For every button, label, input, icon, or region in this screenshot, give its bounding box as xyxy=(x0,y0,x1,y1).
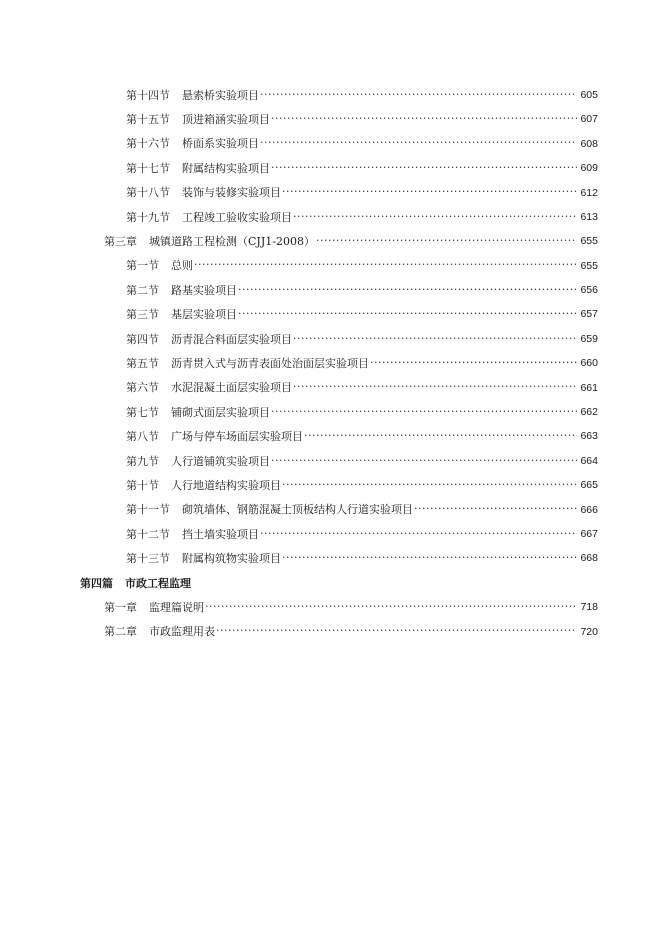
toc-entry-title: 沥青贯入式与沥青表面处治面层实验项目 xyxy=(171,356,369,370)
toc-entry-label: 第十五节 xyxy=(126,113,170,127)
toc-dot-leader xyxy=(260,529,577,540)
toc-entry[interactable] xyxy=(0,205,662,229)
toc-dot-leader xyxy=(271,163,577,174)
toc-dot-leader xyxy=(238,309,577,320)
toc-entry-title: 路基实验项目 xyxy=(171,283,237,297)
toc-entry-label: 第十八节 xyxy=(126,186,170,200)
toc-dot-leader xyxy=(293,334,577,345)
toc-entry-label: 第五节 xyxy=(126,356,159,370)
toc-entry-label: 第十七节 xyxy=(126,161,170,175)
toc-entry-label: 第十节 xyxy=(126,478,159,492)
toc-entry-title: 桥面系实验项目 xyxy=(182,137,259,151)
toc-entry[interactable] xyxy=(0,449,662,473)
toc-entry[interactable] xyxy=(0,181,662,205)
toc-entry-page: 718 xyxy=(580,601,598,614)
toc-entry-label: 第九节 xyxy=(126,454,159,468)
toc-entry-title: 悬索桥实验项目 xyxy=(182,88,259,102)
toc-entry-page: 661 xyxy=(580,381,598,394)
toc-entry[interactable] xyxy=(0,107,662,131)
toc-entry-label: 第一节 xyxy=(126,259,159,273)
toc-entry-page: 667 xyxy=(580,527,598,540)
toc-entry[interactable] xyxy=(0,327,662,351)
toc-entry-page: 655 xyxy=(580,259,598,272)
toc-dot-leader xyxy=(282,480,577,491)
toc-entry-page: 656 xyxy=(580,284,598,297)
toc-entry[interactable] xyxy=(0,278,662,302)
toc-entry[interactable] xyxy=(0,498,662,522)
toc-entry[interactable] xyxy=(0,156,662,180)
toc-entry-title: 铺砌式面层实验项目 xyxy=(171,405,270,419)
toc-dot-leader xyxy=(304,431,577,442)
toc-entry-title: 水泥混凝土面层实验项目 xyxy=(171,381,292,395)
toc-part-title: 市政工程监理 xyxy=(125,576,191,590)
toc-entry-page: 613 xyxy=(580,210,598,223)
toc-entry[interactable] xyxy=(0,83,662,107)
toc-entry-page: 668 xyxy=(580,552,598,565)
toc-entry-label: 第一章 xyxy=(104,600,137,614)
toc-entry-label: 第十九节 xyxy=(126,210,170,224)
toc-dot-leader xyxy=(316,236,577,247)
toc-chapter-entry[interactable] xyxy=(0,620,662,644)
toc-dot-leader xyxy=(293,212,577,223)
toc-entry[interactable] xyxy=(0,400,662,424)
toc-entry-label: 第十四节 xyxy=(126,88,170,102)
toc-entry-page: 665 xyxy=(580,479,598,492)
toc-dot-leader xyxy=(271,114,577,125)
toc-dot-leader xyxy=(238,285,577,296)
toc-entry-page: 657 xyxy=(580,308,598,321)
toc-entry-label: 第三章 xyxy=(104,235,137,249)
toc-entry[interactable] xyxy=(0,254,662,278)
toc-dot-leader xyxy=(282,187,577,198)
toc-entry-title: 附属构筑物实验项目 xyxy=(182,552,281,566)
toc-part-label: 第四篇 xyxy=(80,576,113,590)
toc-entry[interactable] xyxy=(0,473,662,497)
toc-entry[interactable] xyxy=(0,546,662,570)
toc-dot-leader xyxy=(271,456,577,467)
toc-entry-page: 660 xyxy=(580,357,598,370)
toc-dot-leader xyxy=(414,504,577,515)
toc-entry[interactable] xyxy=(0,424,662,448)
toc-entry-page: 662 xyxy=(580,406,598,419)
toc-dot-leader xyxy=(205,602,577,613)
toc-entry-title: 人行地道结构实验项目 xyxy=(171,478,281,492)
toc-entry-page: 608 xyxy=(580,137,598,150)
toc-entry-title: 广场与停车场面层实验项目 xyxy=(171,430,303,444)
toc-entry-title: 总则 xyxy=(171,259,193,273)
toc-entry-title: 砌筑墙体、钢筋混凝土顶板结构人行道实验项目 xyxy=(182,503,413,517)
toc-entry-title: 装饰与装修实验项目 xyxy=(182,186,281,200)
toc-entry-page: 666 xyxy=(580,503,598,516)
toc-entry-label: 第十一节 xyxy=(126,503,170,517)
toc-dot-leader xyxy=(293,382,577,393)
toc-entry-page: 664 xyxy=(580,454,598,467)
toc-entry-label: 第二章 xyxy=(104,625,137,639)
toc-entry-label: 第十三节 xyxy=(126,552,170,566)
toc-entry-label: 第六节 xyxy=(126,381,159,395)
toc-dot-leader xyxy=(260,90,577,101)
toc-entry-page: 607 xyxy=(580,113,598,126)
toc-entry-title: 市政监理用表 xyxy=(149,625,215,639)
toc-dot-leader xyxy=(216,626,577,637)
toc-entry-title: 顶进箱涵实验项目 xyxy=(182,113,270,127)
toc-entry-title: 监理篇说明 xyxy=(149,600,204,614)
toc-entry-title: 人行道铺筑实验项目 xyxy=(171,454,270,468)
toc-entry-page: 612 xyxy=(580,186,598,199)
toc-entry-page: 720 xyxy=(580,625,598,638)
toc-entry-page: 663 xyxy=(580,430,598,443)
toc-dot-leader xyxy=(282,553,577,564)
toc-entry-label: 第二节 xyxy=(126,283,159,297)
toc-dot-leader xyxy=(260,138,577,149)
toc-entry[interactable] xyxy=(0,351,662,375)
table-of-contents xyxy=(0,83,662,644)
toc-entry-label: 第八节 xyxy=(126,430,159,444)
toc-entry-label: 第四节 xyxy=(126,332,159,346)
toc-dot-leader xyxy=(271,407,577,418)
toc-entry-title: 附属结构实验项目 xyxy=(182,161,270,175)
toc-entry[interactable] xyxy=(0,132,662,156)
toc-entry[interactable] xyxy=(0,376,662,400)
toc-entry-page: 609 xyxy=(580,162,598,175)
toc-entry-title: 工程竣工验收实验项目 xyxy=(182,210,292,224)
toc-entry-page: 655 xyxy=(580,235,598,248)
toc-entry-title: 城镇道路工程检测（CJJ1-2008） xyxy=(149,235,315,249)
toc-chapter-entry[interactable] xyxy=(0,229,662,253)
toc-dot-leader xyxy=(370,358,577,369)
toc-entry-page: 605 xyxy=(580,88,598,101)
toc-dot-leader xyxy=(194,260,577,271)
toc-entry[interactable] xyxy=(0,303,662,327)
toc-entry-page: 659 xyxy=(580,332,598,345)
toc-chapter-entry[interactable] xyxy=(0,595,662,619)
toc-entry-title: 挡土墙实验项目 xyxy=(182,527,259,541)
toc-entry-label: 第十六节 xyxy=(126,137,170,151)
toc-entry-label: 第三节 xyxy=(126,308,159,322)
toc-entry-label: 第十二节 xyxy=(126,527,170,541)
toc-entry-label: 第七节 xyxy=(126,405,159,419)
toc-entry-title: 沥青混合料面层实验项目 xyxy=(171,332,292,346)
toc-entry-title: 基层实验项目 xyxy=(171,308,237,322)
toc-entry[interactable] xyxy=(0,522,662,546)
toc-part-heading[interactable] xyxy=(0,571,662,595)
